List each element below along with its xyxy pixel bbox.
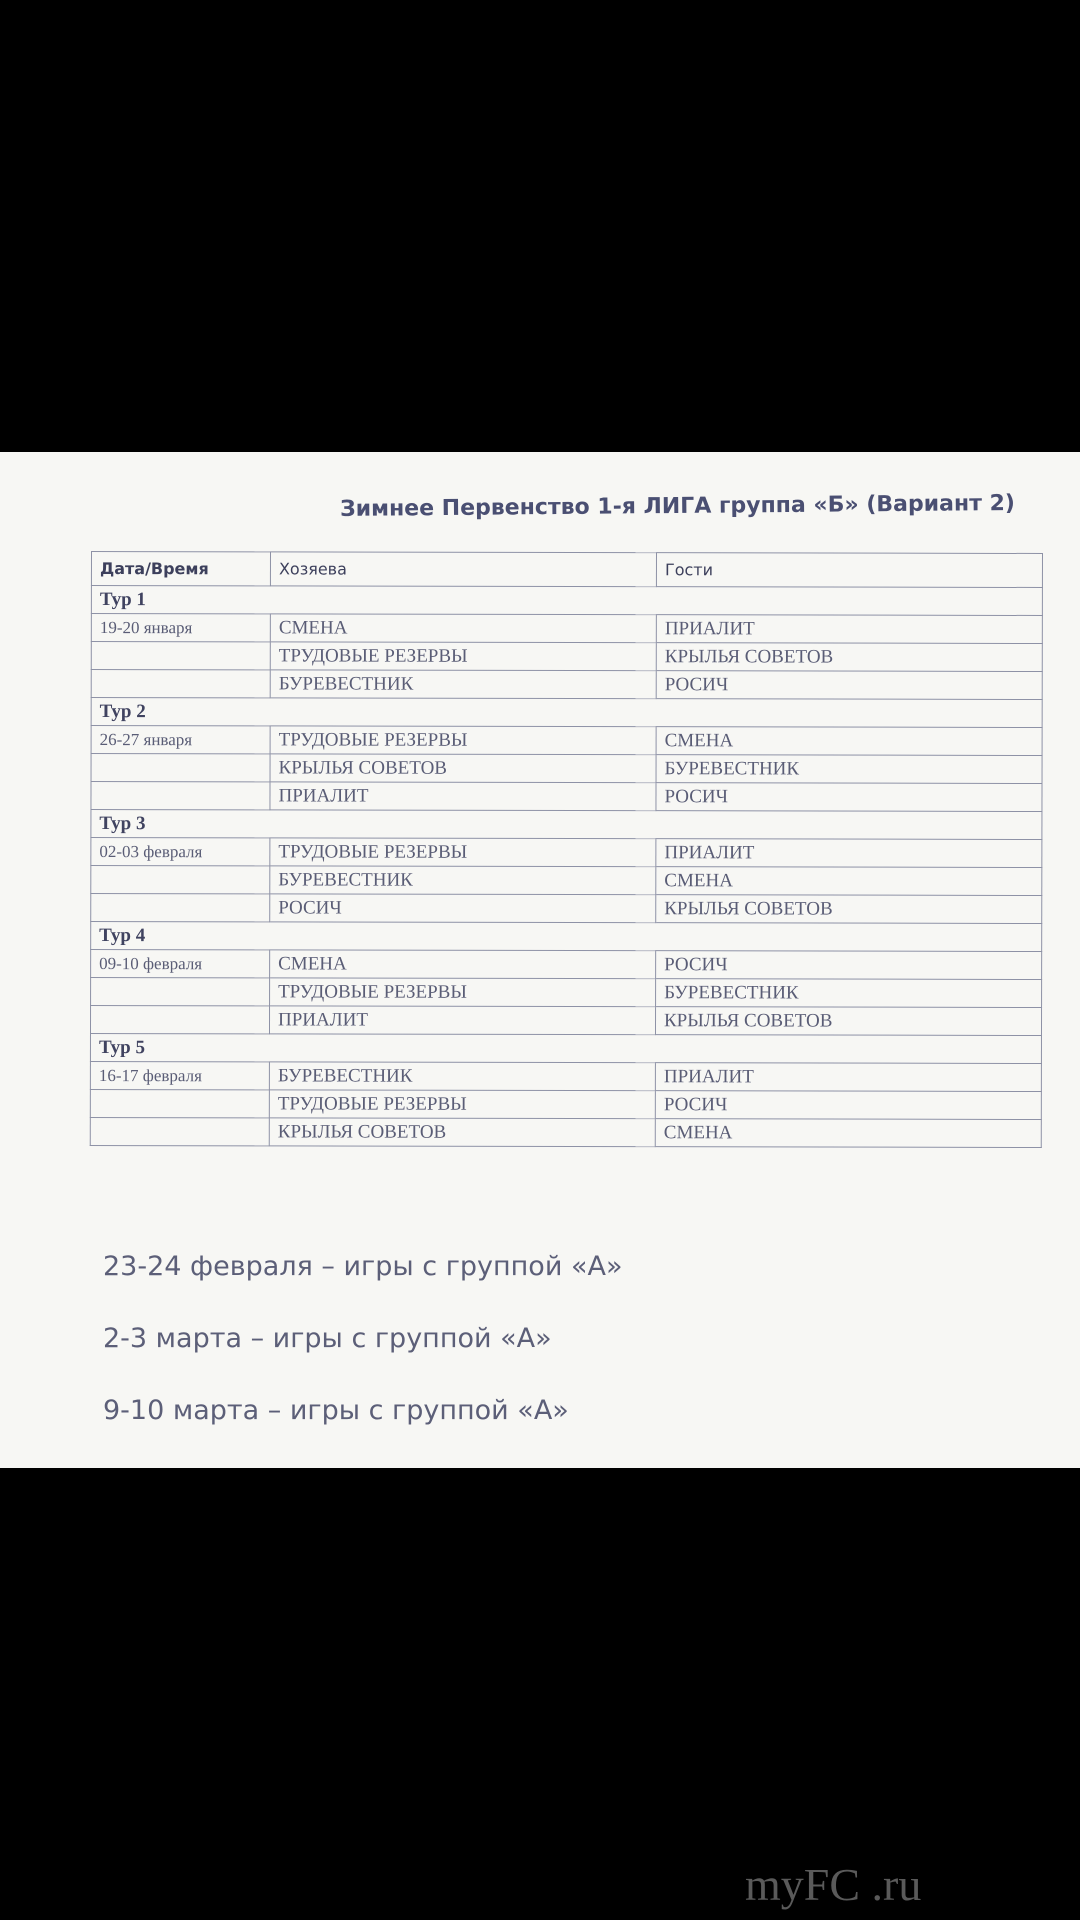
away-team: КРЫЛЬЯ СОВЕТОВ	[655, 1007, 1041, 1036]
away-team: РОСИЧ	[656, 671, 1042, 700]
match-date	[91, 782, 270, 810]
away-team: БУРЕВЕСТНИК	[656, 979, 1042, 1008]
match-date	[91, 866, 270, 894]
match-date	[91, 894, 270, 922]
home-team: ТРУДОВЫЕ РЕЗЕРВЫ	[270, 726, 656, 755]
note-line: 2-3 марта – игры с группой «А»	[103, 1323, 552, 1354]
away-team: БУРЕВЕСТНИК	[656, 755, 1042, 784]
match-row	[91, 642, 1042, 672]
home-team: КРЫЛЬЯ СОВЕТОВ	[269, 1118, 655, 1147]
away-team: ПРИАЛИТ	[655, 1063, 1041, 1092]
match-date	[91, 978, 270, 1006]
tour-label: Тур 2	[91, 698, 1042, 728]
home-team: СМЕНА	[270, 950, 656, 979]
match-date	[90, 1089, 269, 1117]
match-date: 26-27 января	[91, 726, 270, 754]
match-row	[91, 754, 1042, 784]
tour-label: Тур 5	[90, 1034, 1041, 1064]
match-date	[90, 1117, 269, 1145]
match-row	[90, 1006, 1041, 1036]
match-row	[90, 1089, 1041, 1119]
tour-row	[91, 922, 1042, 952]
away-team: ПРИАЛИТ	[656, 839, 1042, 868]
match-row	[91, 614, 1042, 644]
away-team: СМЕНА	[656, 727, 1042, 756]
home-team: ТРУДОВЫЕ РЕЗЕРВЫ	[269, 1090, 655, 1119]
home-team: ТРУДОВЫЕ РЕЗЕРВЫ	[270, 978, 656, 1007]
away-team: СМЕНА	[656, 867, 1042, 896]
match-date	[91, 642, 270, 670]
home-team: СМЕНА	[270, 614, 656, 643]
match-date: 09-10 февраля	[91, 950, 270, 978]
away-team: РОСИЧ	[656, 783, 1042, 812]
home-team: ТРУДОВЫЕ РЕЗЕРВЫ	[270, 838, 656, 867]
match-row	[91, 670, 1042, 700]
away-team: ПРИАЛИТ	[656, 615, 1042, 644]
document-title: Зимнее Первенство 1-я ЛИГА группа «Б» (Вариант 2)	[339, 490, 1016, 522]
note-line: 23-24 февраля – игры с группой «А»	[103, 1251, 623, 1282]
match-date	[90, 1006, 269, 1034]
match-row	[91, 978, 1042, 1008]
match-date	[91, 754, 270, 782]
away-team: СМЕНА	[655, 1119, 1041, 1148]
tour-row	[91, 698, 1042, 728]
away-team: КРЫЛЬЯ СОВЕТОВ	[656, 895, 1042, 924]
match-row	[91, 838, 1042, 868]
match-row	[91, 726, 1042, 756]
match-row	[91, 894, 1042, 924]
table-header-row	[91, 552, 1042, 588]
away-team: КРЫЛЬЯ СОВЕТОВ	[656, 643, 1042, 672]
tour-row	[91, 586, 1042, 616]
away-team: РОСИЧ	[656, 951, 1042, 980]
home-team: ТРУДОВЫЕ РЕЗЕРВЫ	[270, 642, 656, 671]
scanned-document	[0, 452, 1080, 1468]
home-team: ПРИАЛИТ	[270, 782, 656, 811]
match-row	[91, 950, 1042, 980]
home-team: БУРЕВЕСТНИК	[270, 866, 656, 895]
home-team: БУРЕВЕСТНИК	[269, 1062, 655, 1091]
tour-label: Тур 4	[91, 922, 1042, 952]
watermark-logo: myFC .ru	[745, 1859, 922, 1910]
match-date: 19-20 января	[91, 614, 270, 642]
schedule-body	[90, 586, 1042, 1148]
home-team: КРЫЛЬЯ СОВЕТОВ	[270, 754, 656, 783]
match-row	[91, 782, 1042, 812]
column-header-home: Хозяева	[270, 552, 656, 587]
tour-label: Тур 3	[91, 810, 1042, 840]
tour-row	[90, 1034, 1041, 1064]
column-header-away: Гости	[656, 553, 1042, 588]
match-row	[91, 866, 1042, 896]
home-team: ПРИАЛИТ	[269, 1006, 655, 1035]
tour-label: Тур 1	[91, 586, 1042, 616]
home-team: БУРЕВЕСТНИК	[270, 670, 656, 699]
match-date: 16-17 февраля	[90, 1062, 269, 1090]
schedule-table	[90, 551, 1043, 1148]
tour-row	[91, 810, 1042, 840]
match-row	[90, 1117, 1041, 1147]
note-line: 9-10 марта – игры с группой «А»	[103, 1395, 569, 1426]
match-date: 02-03 февраля	[91, 838, 270, 866]
column-header-date: Дата/Время	[91, 552, 270, 586]
match-row	[90, 1062, 1041, 1092]
away-team: РОСИЧ	[655, 1091, 1041, 1120]
home-team: РОСИЧ	[270, 894, 656, 923]
match-date	[91, 670, 270, 698]
